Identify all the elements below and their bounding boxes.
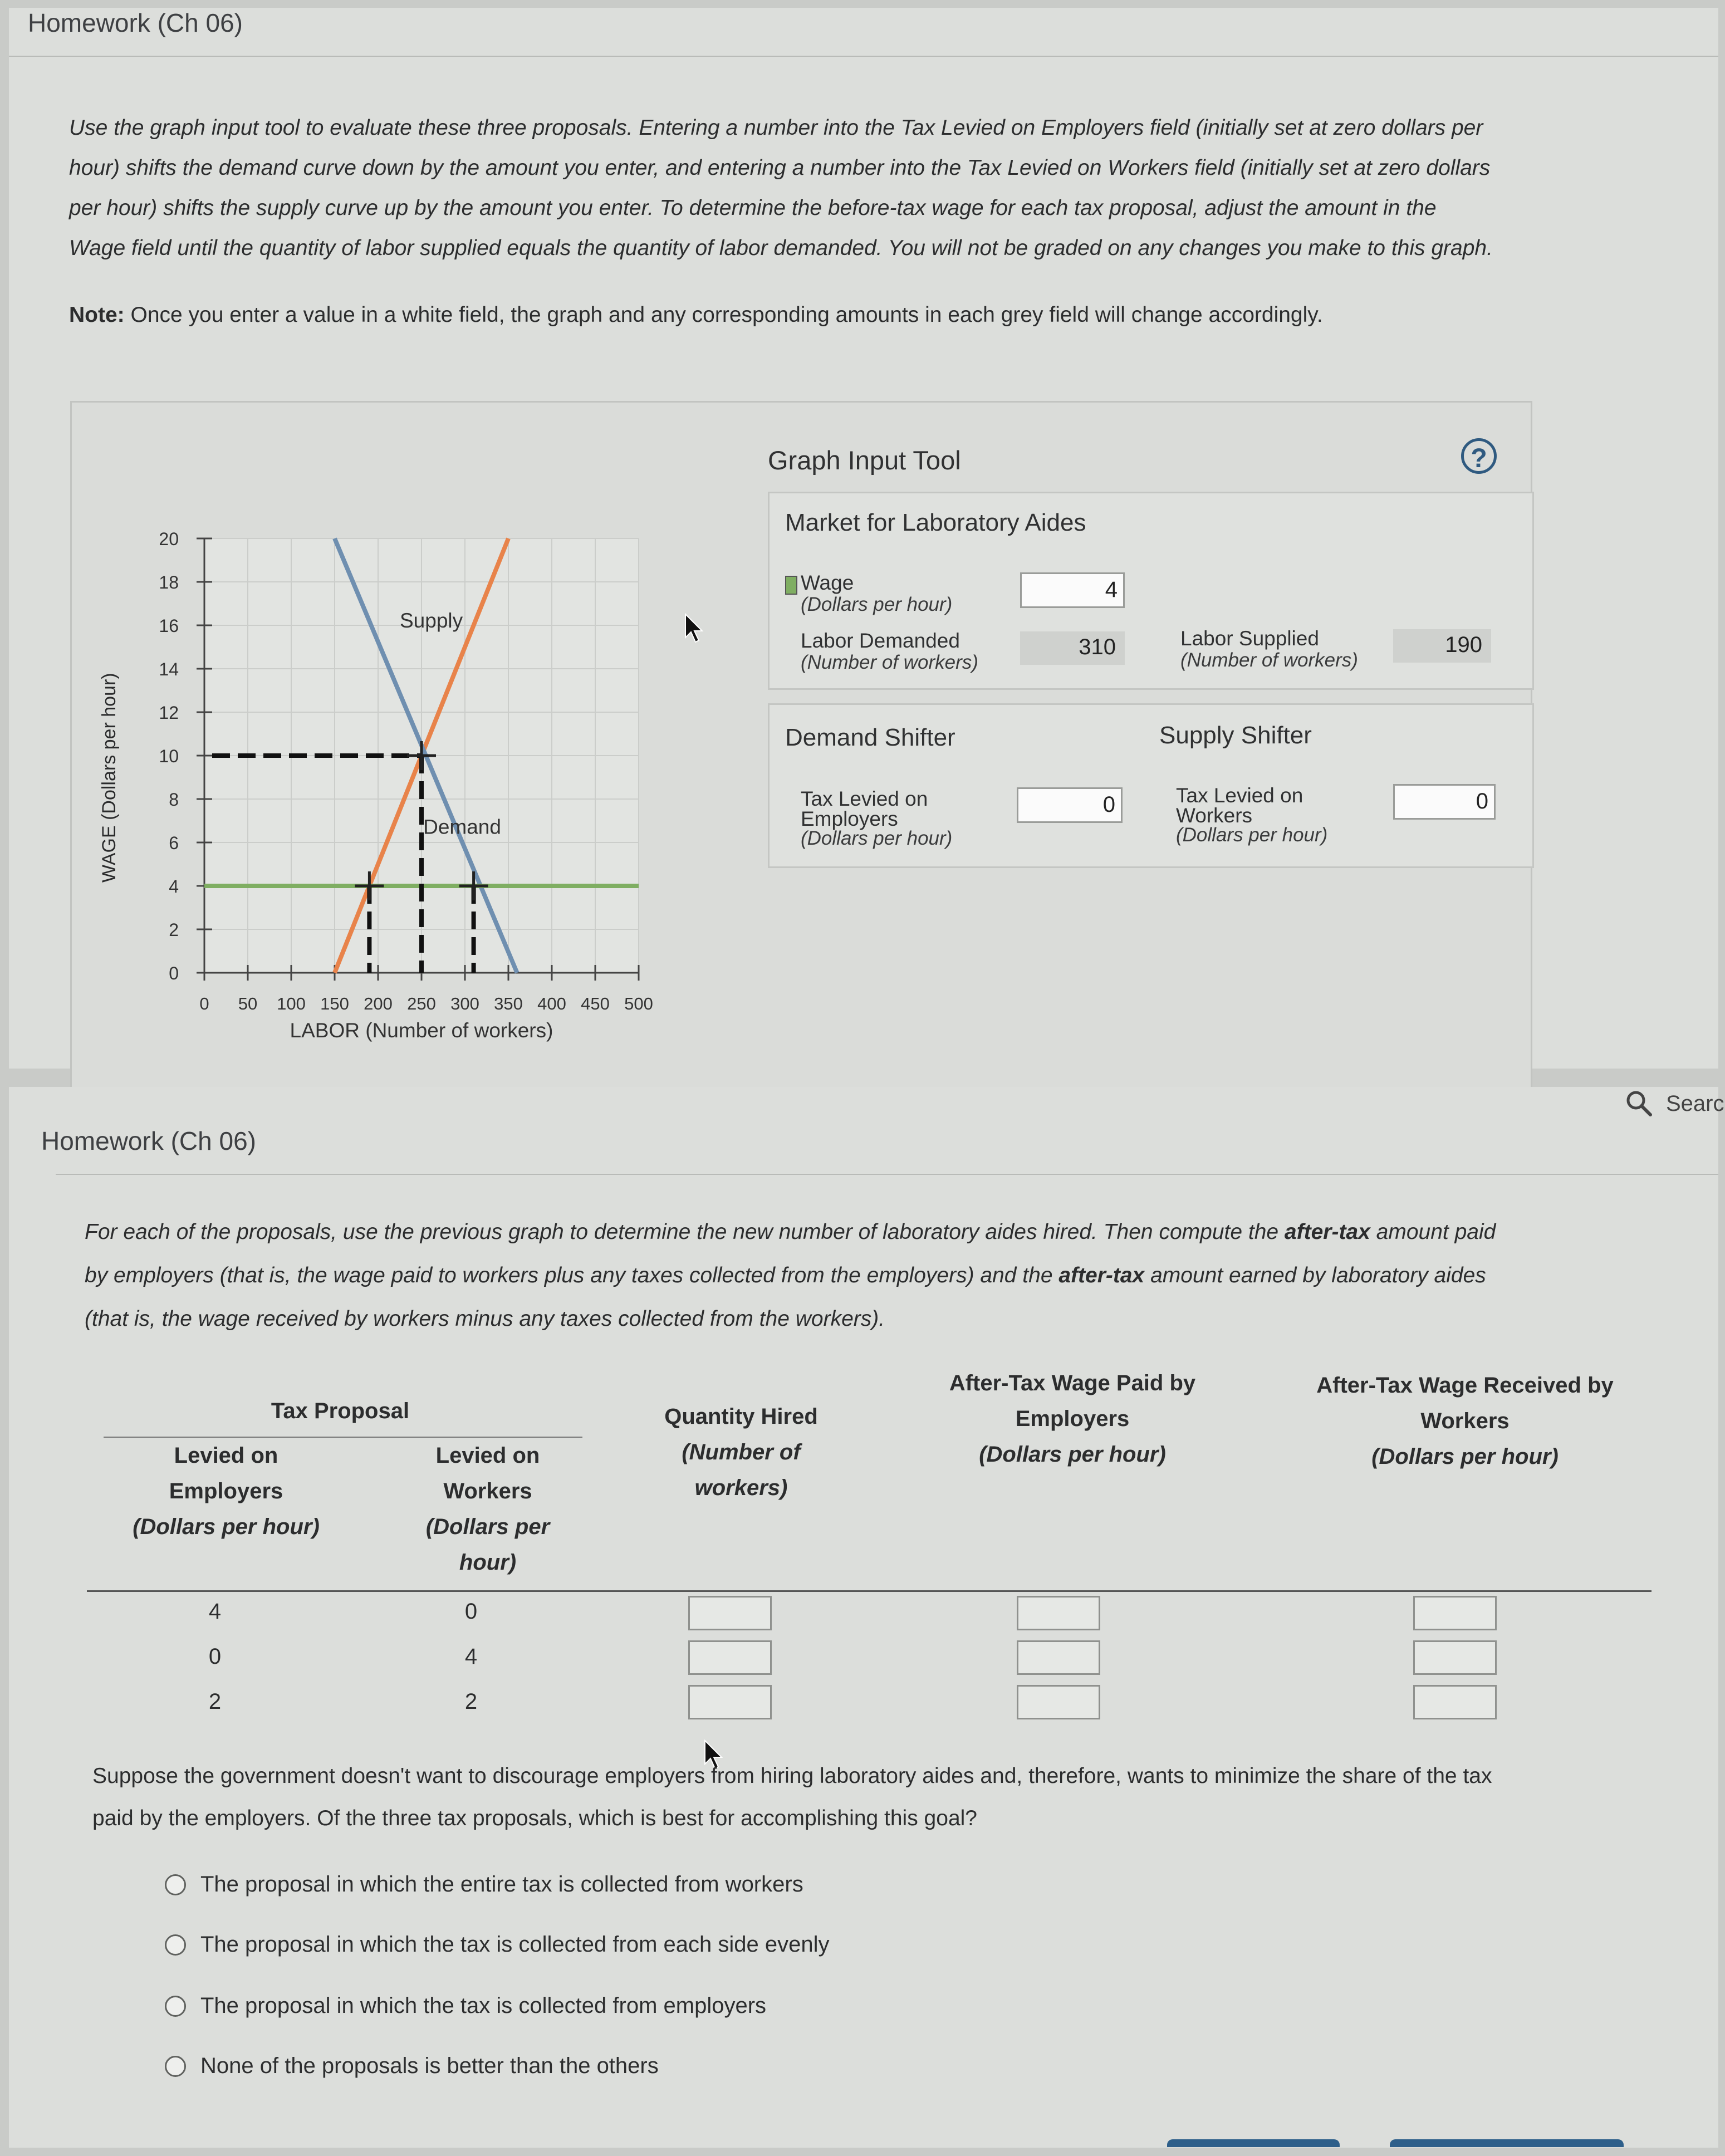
- x-tick-label: 0: [199, 994, 209, 1013]
- tax-workers-unit: (Dollars per hour): [1176, 824, 1328, 846]
- tax-proposal-header: Tax Proposal: [271, 1399, 410, 1423]
- intro-line-3: (that is, the wage received by workers minus any taxes collected from the workers).: [85, 1307, 885, 1331]
- paid-input-row3[interactable]: [1017, 1685, 1100, 1719]
- instruction-line: Use the graph input tool to evaluate these three proposals. Entering a number into the Tax Levied on Employers field (initially set at zero dollars per: [69, 116, 1483, 140]
- instruction-line: per hour) shifts the supply curve up by the amount you enter. To determine the before-tax wage for each tax proposal, adjust the amount in the: [69, 196, 1437, 220]
- tax-employers-label: Tax Levied on: [801, 787, 928, 810]
- shifter-section: [768, 703, 1534, 868]
- radio-button[interactable]: [165, 1934, 186, 1956]
- y-tick-label: 4: [169, 876, 179, 896]
- option-label: The proposal in which the tax is collected from employers: [200, 1993, 767, 2018]
- instructions: [69, 108, 1684, 268]
- x-tick-label: 300: [450, 994, 479, 1013]
- labor-supplied-value: 190: [1393, 629, 1491, 663]
- x-tick-label: 150: [320, 994, 349, 1013]
- col-quantity-header: Quantity Hired (Number of workers): [664, 1404, 818, 1500]
- x-tick-label: 400: [537, 994, 566, 1013]
- tax-workers-label: Tax Levied on: [1176, 784, 1303, 807]
- col-paid-header: After-Tax Wage Paid by Employers (Dollars per hour): [949, 1371, 1196, 1467]
- graph-container: [70, 401, 1532, 1095]
- row2-workers: 4: [464, 1644, 478, 1669]
- paid-input-row2[interactable]: [1017, 1640, 1100, 1675]
- note-text: Once you enter a value in a white field, the graph and any corresponding amounts in each grey field will change accordingly.: [130, 303, 1323, 327]
- wage-unit: (Dollars per hour): [801, 594, 953, 615]
- x-tick-label: 200: [364, 994, 393, 1013]
- y-axis-label: WAGE (Dollars per hour): [99, 673, 120, 883]
- quantity-input-row3[interactable]: [688, 1685, 772, 1719]
- note: [69, 303, 1684, 327]
- radio-button[interactable]: [165, 2056, 186, 2077]
- search-icon[interactable]: [1625, 1089, 1654, 1118]
- option-employers[interactable]: [165, 1993, 766, 2018]
- col-employers-header: Levied on Employers (Dollars per hour): [133, 1443, 320, 1539]
- quantity-input-row2[interactable]: [688, 1640, 772, 1675]
- y-tick-label: 10: [159, 746, 179, 766]
- option-label: None of the proposals is better than the others: [200, 2054, 659, 2078]
- x-tick-label: 450: [581, 994, 610, 1013]
- market-section: [768, 492, 1534, 690]
- y-tick-label: 20: [159, 529, 179, 549]
- row2-employers: 0: [208, 1644, 222, 1669]
- supply-label: Supply: [400, 609, 463, 632]
- graph-input-tool-title: Graph Input Tool: [768, 445, 961, 475]
- submit-button[interactable]: [1390, 2139, 1624, 2147]
- y-tick-label: 0: [169, 963, 179, 983]
- proposal-instructions: [85, 1211, 1699, 1341]
- table-header-rule: [87, 1590, 1652, 1592]
- supply-shifter-title: Supply Shifter: [1159, 722, 1312, 749]
- row1-workers: 0: [464, 1599, 478, 1624]
- tax-employers-unit: (Dollars per hour): [801, 827, 953, 849]
- x-tick-label: 350: [494, 994, 523, 1013]
- col-workers-header: Levied on Workers (Dollars per hour): [425, 1443, 550, 1575]
- x-tick-label: 100: [277, 994, 306, 1013]
- intro-line-1: For each of the proposals, use the previous graph to determine the new number of laboratory aides hired. Then compute the after-tax amount paid: [85, 1220, 1496, 1244]
- labor-demanded-value: 310: [1020, 631, 1125, 665]
- received-input-row2[interactable]: [1413, 1640, 1497, 1675]
- search-label[interactable]: Searc: [1666, 1091, 1724, 1116]
- x-tick-label: 50: [238, 994, 258, 1013]
- panel-questions: [9, 1087, 1724, 2148]
- option-none[interactable]: [165, 2054, 659, 2079]
- y-tick-label: 16: [159, 616, 179, 636]
- quantity-input-row1[interactable]: [688, 1596, 772, 1630]
- wage-legend-swatch: [785, 576, 797, 595]
- received-input-row1[interactable]: [1413, 1596, 1497, 1630]
- row3-employers: 2: [208, 1689, 222, 1714]
- wage-label: Wage: [801, 571, 854, 594]
- y-tick-label: 6: [169, 833, 179, 853]
- tax-employers-label-2: Employers: [801, 807, 898, 830]
- panel-graph-tool: [9, 8, 1718, 1069]
- x-tick-label: 250: [407, 994, 436, 1013]
- demand-shifter-title: Demand Shifter: [785, 724, 955, 751]
- page-title-2: Homework (Ch 06): [41, 1126, 256, 1155]
- labor-demanded-label: Labor Demanded: [801, 629, 960, 652]
- row1-employers: 4: [208, 1599, 222, 1624]
- row3-workers: 2: [464, 1689, 478, 1714]
- option-label: The proposal in which the entire tax is collected from workers: [200, 1872, 803, 1897]
- labor-supplied-label: Labor Supplied: [1180, 627, 1319, 650]
- option-label: The proposal in which the tax is collected from each side evenly: [200, 1932, 830, 1957]
- radio-button[interactable]: [165, 1996, 186, 2017]
- y-tick-label: 14: [159, 659, 179, 679]
- labor-demanded-unit: (Number of workers): [801, 651, 978, 673]
- intro-line-2: by employers (that is, the wage paid to workers plus any taxes collected from the employers) and the after-tax amount earned by laboratory aides: [85, 1263, 1486, 1287]
- received-input-row3[interactable]: [1413, 1685, 1497, 1719]
- x-axis-label: LABOR (Number of workers): [290, 1019, 553, 1042]
- mouse-cursor-icon: [683, 613, 705, 644]
- option-evenly[interactable]: [165, 1932, 829, 1957]
- x-tick-label: 500: [624, 994, 653, 1013]
- header-divider: [9, 56, 1718, 57]
- y-tick-label: 12: [159, 703, 179, 723]
- tax-workers-label-2: Workers: [1176, 804, 1253, 827]
- col-received-header: After-Tax Wage Received by Workers (Dollars per hour): [1316, 1373, 1614, 1469]
- grade-button[interactable]: [1167, 2139, 1340, 2147]
- tax-employers-input[interactable]: 0: [1017, 787, 1123, 823]
- wage-input[interactable]: 4: [1020, 572, 1125, 608]
- paid-input-row1[interactable]: [1017, 1596, 1100, 1630]
- help-icon[interactable]: ?: [1461, 438, 1497, 474]
- market-title: Market for Laboratory Aides: [785, 509, 1086, 536]
- y-tick-label: 18: [159, 572, 179, 592]
- demand-label: Demand: [423, 815, 501, 839]
- y-tick-label: 8: [169, 790, 179, 810]
- y-tick-label: 2: [169, 920, 179, 940]
- option-workers[interactable]: [165, 1872, 803, 1897]
- header-divider-2: [56, 1174, 1718, 1175]
- radio-button[interactable]: [165, 1874, 186, 1895]
- instruction-line: hour) shifts the demand curve down by the amount you enter, and entering a number into the Tax Levied on Workers field (initially set at zero dollars: [69, 156, 1491, 180]
- tax-workers-input[interactable]: 0: [1393, 784, 1496, 820]
- instruction-line: Wage field until the quantity of labor supplied equals the quantity of labor demanded. You will not be graded on any changes you make to this graph.: [69, 236, 1493, 260]
- labor-supplied-unit: (Number of workers): [1180, 649, 1358, 671]
- note-label: Note:: [69, 303, 125, 327]
- page-title: Homework (Ch 06): [28, 8, 243, 37]
- question-text: Suppose the government doesn't want to discourage employers from hiring laboratory aides and, therefore, wants to minimize the share of the tax paid by the employers. Of the three tax proposals, which is best for accomplishing this goal?: [92, 1764, 1492, 1830]
